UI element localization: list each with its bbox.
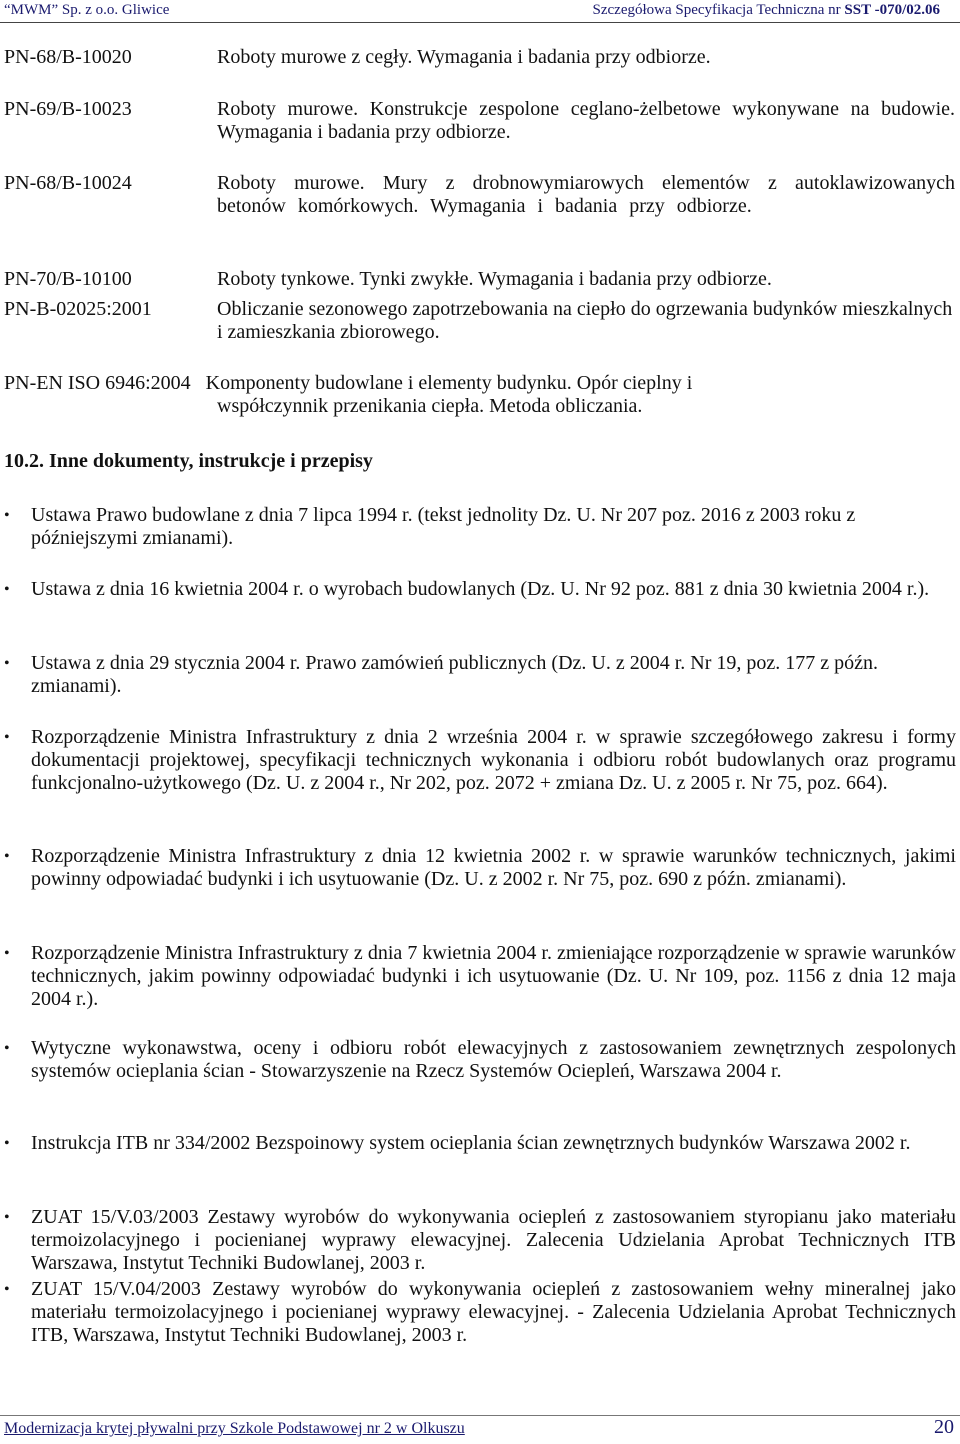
standard-code: PN-68/B-10024 [4, 172, 132, 194]
header-divider [0, 22, 960, 23]
list-item-text: Wytyczne wykonawstwa, oceny i odbioru robót elewacyjnych z zastosowaniem zewnętrznych zespolonych systemów ocieplania ścian - Stowarzyszenie na Rzecz Systemów Ociepleń, Warszawa 2004 r. [31, 1037, 956, 1082]
bullet-icon: • [4, 945, 10, 962]
list-item-text: Rozporządzenie Ministra Infrastruktury z dnia 12 kwietnia 2002 r. w sprawie warunków technicznych, jakimi powinny odpowiadać budynki i ich usytuowanie (Dz. U. z 2002 r. Nr 75, poz. 690 z późn. zmianami). [31, 845, 956, 890]
standard-desc: Roboty tynkowe. Tynki zwykłe. Wymagania i badania przy odbiorze. [217, 268, 772, 290]
bullet-icon: • [4, 655, 10, 672]
standard-code: PN-70/B-10100 [4, 268, 132, 290]
standard-desc: Roboty murowe z cegły. Wymagania i badania przy odbiorze. [217, 46, 711, 68]
standard-desc: Roboty murowe. Konstrukcje zespolone ceglano-żelbetowe wykonywane na budowie. Wymagania i badania przy odbiorze. [217, 98, 955, 143]
standard-row-iso [4, 372, 954, 418]
bullet-icon: • [4, 507, 10, 524]
list-item-text: Rozporządzenie Ministra Infrastruktury z dnia 7 kwietnia 2004 r. zmieniające rozporządzenie w sprawie warunków technicznych, jakim powinny odpowiadać budynki i ich usytuowanie (Dz. U. Nr 109, poz. 1156 z dnia 12 maja 2004 r.). [31, 942, 956, 1010]
header-spec [593, 2, 940, 19]
header-spec-prefix: Szczegółowa Specyfikacja Techniczna nr [592, 2, 845, 18]
standard-code: PN-B-02025:2001 [4, 298, 152, 320]
bullet-icon: • [4, 1281, 10, 1298]
list-item-text: Ustawa z dnia 16 kwietnia 2004 r. o wyrobach budowlanych (Dz. U. Nr 92 poz. 881 z dnia 30 kwietnia 2004 r.). [31, 578, 930, 600]
bullet-icon: • [4, 1209, 10, 1226]
standard-code: PN-69/B-10023 [4, 98, 132, 120]
standard-desc: Roboty murowe. Mury z drobnowymiarowych elementów z autoklawizowanych betonów komórkowych. Wymagania i badania przy odbiorze. [217, 172, 955, 217]
header-company: “MWM” Sp. z o.o. Gliwice [4, 2, 170, 18]
list-item-text: ZUAT 15/V.04/2003 Zestawy wyrobów do wykonywania ociepleń z zastosowaniem wełny mineralnej jako materiału termoizolacyjnego i pocienianej wyprawy elewacyjnej. - Zalecenia Udzielania Aprobat Technicznych ITB, Warszawa, Instytut Techniki Budowlanej, 2003 r. [31, 1278, 956, 1346]
footer-project-title: Modernizacja krytej pływalni przy Szkole Podstawowej nr 2 w Olkuszu [4, 1420, 465, 1437]
bullet-icon: • [4, 1135, 10, 1152]
bullet-icon: • [4, 848, 10, 865]
header-spec-code: SST -070/02.06 [844, 2, 940, 18]
bullet-icon: • [4, 729, 10, 746]
standard-desc-line2: współczynnik przenikania ciepła. Metoda obliczania. [217, 395, 643, 417]
bullet-icon: • [4, 1040, 10, 1057]
standard-code: PN-EN ISO 6946:2004 [4, 372, 191, 394]
footer-divider [0, 1415, 960, 1416]
page-number: 20 [934, 1416, 954, 1438]
standard-desc-line1: Komponenty budowlane i elementy budynku. Opór cieplny i [205, 372, 693, 394]
list-item-text: Ustawa Prawo budowlane z dnia 7 lipca 1994 r. (tekst jednolity Dz. U. Nr 207 poz. 2016 z 2003 roku z późniejszymi zmianami). [31, 504, 856, 549]
list-item-text: Instrukcja ITB nr 334/2002 Bezspoinowy system ocieplania ścian zewnętrznych budynków Warszawa 2002 r. [31, 1132, 911, 1154]
list-item-text: Rozporządzenie Ministra Infrastruktury z dnia 2 września 2004 r. w sprawie szczegółowego zakresu i formy dokumentacji projektowej, specyfikacji technicznych wykonania i odbioru robót budowlanych oraz programu funkcjonalno-użytkowego (Dz. U. z 2004 r., Nr 202, poz. 2072 + zmiana Dz. U. z 2005 r. Nr 75, poz. 664). [31, 726, 956, 794]
list-item-text: ZUAT 15/V.03/2003 Zestawy wyrobów do wykonywania ociepleń z zastosowaniem styropianu jako materiału termoizolacyjnego i pocienianej wyprawy elewacyjnej. Zalecenia Udzielania Aprobat Technicznych ITB Warszawa, Instytut Techniki Budowlanej, 2003 r. [31, 1206, 956, 1274]
section-title: 10.2. Inne dokumenty, instrukcje i przepisy [4, 450, 373, 472]
bullet-icon: • [4, 581, 10, 598]
list-item-text: Ustawa z dnia 29 stycznia 2004 r. Prawo zamówień publicznych (Dz. U. z 2004 r. Nr 19, poz. 177 z późn. zmianami). [31, 652, 879, 697]
standard-code: PN-68/B-10020 [4, 46, 132, 68]
standard-desc: Obliczanie sezonowego zapotrzebowania na ciepło do ogrzewania budynków mieszkalnych i zamieszkania zbiorowego. [217, 298, 953, 343]
